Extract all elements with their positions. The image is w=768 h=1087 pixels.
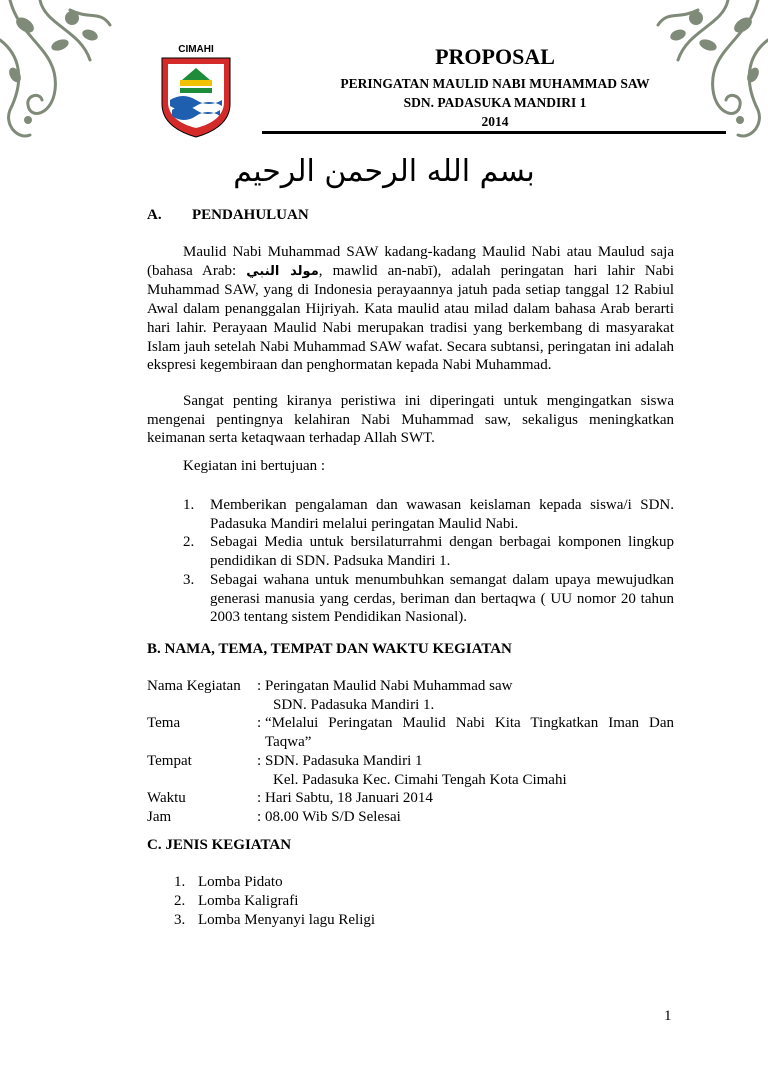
list-text: Sebagai wahana untuk menumbuhkan semangat dalam upaya mewujudkan generasi manusia yang cerdas, beriman dan bertaqwa ( UU nomor 20 tahun 2003 tentang sistem Pendidikan Nasional).	[210, 571, 674, 626]
list-item	[183, 571, 674, 627]
info-value-line: Peringatan Maulid Nabi Muhammad saw	[265, 678, 513, 694]
list-text: Lomba Menyanyi lagu Religi	[198, 912, 376, 928]
goals-intro: Kegiatan ini bertujuan :	[183, 458, 326, 474]
cimahi-logo	[158, 42, 234, 138]
list-item	[174, 911, 375, 930]
list-number: 2.	[174, 893, 186, 909]
info-colon: :	[257, 790, 262, 807]
info-value-cont: SDN. Padasuka Mandiri 1.	[273, 696, 435, 713]
list-number: 2.	[183, 534, 195, 551]
info-colon: :	[257, 678, 262, 694]
page-number: 1	[664, 1008, 672, 1024]
list-text: Lomba Kaligrafi	[198, 893, 299, 909]
activities-list	[174, 873, 375, 930]
list-number: 1.	[183, 497, 195, 513]
header-year: 2014	[481, 114, 509, 129]
info-row-time	[147, 808, 674, 827]
section-c-title: C. JENIS KEGIATAN	[147, 837, 292, 853]
list-number: 3.	[183, 571, 195, 588]
info-colon: :	[257, 808, 262, 825]
intro-paragraph-2	[147, 392, 674, 448]
info-colon: :	[257, 715, 262, 732]
header-subtitle-1: PERINGATAN MAULID NABI MUHAMMAD SAW	[340, 76, 650, 91]
header-subtitle-2: SDN. PADASUKA MANDIRI 1	[403, 95, 587, 110]
section-b-title: B. NAMA, TEMA, TEMPAT DAN WAKTU KEGIATAN	[147, 641, 512, 657]
p1-text-a: Maulid Nabi Muhammad SAW kadang-kadang Maulid Nabi atau Maulud saja (bahasa Arab:	[147, 244, 674, 279]
info-value-cont: Kel. Padasuka Kec. Cimahi Tengah Kota Cimahi	[273, 771, 567, 788]
list-item	[183, 496, 674, 533]
info-row-date	[147, 789, 674, 808]
info-value: Hari Sabtu, 18 Januari 2014	[265, 790, 433, 807]
info-value	[265, 677, 674, 714]
basmalah: بسم الله الرحمن الرحيم	[233, 154, 535, 189]
list-text: Memberikan pengalaman dan wawasan keislaman kepada siswa/i SDN. Padasuka Mandiri melalui peringatan Maulid Nabi.	[210, 497, 674, 532]
list-text: Lomba Pidato	[198, 874, 283, 890]
info-label: Tema	[147, 715, 181, 732]
list-text: Sebagai Media untuk bersilaturrahmi dengan berbagai komponen lingkup pendidikan di SDN. Padsuka Mandiri 1.	[210, 534, 674, 570]
list-number: 1.	[174, 874, 186, 890]
info-value: 08.00 Wib S/D Selesai	[265, 808, 401, 825]
list-item	[174, 892, 375, 911]
list-item	[183, 533, 674, 570]
logo-text: CIMAHI	[178, 44, 214, 55]
header-rule	[262, 131, 726, 134]
info-colon: :	[257, 752, 262, 769]
section-a-number: A.	[147, 207, 162, 223]
info-label: Nama Kegiatan	[147, 678, 241, 694]
intro-paragraph-1	[147, 243, 674, 375]
info-label: Jam	[147, 808, 172, 825]
floral-ornament-left	[0, 0, 130, 150]
info-row-name	[147, 677, 674, 714]
info-label: Tempat	[147, 752, 192, 769]
list-number: 3.	[174, 912, 186, 928]
document-title: PROPOSAL	[435, 44, 555, 69]
info-value	[265, 752, 674, 789]
list-item	[174, 873, 375, 892]
info-value-line: SDN. Padasuka Mandiri 1	[265, 752, 423, 769]
p1-text-b: , mawlid an-nabī), adalah peringatan hari lahir Nabi Muhammad SAW, yang di Indonesia perayaannya jatuh pada setiap tanggal 12 Rabiul Awal dalam penanggalan Hijriyah. Kata maulid atau milad dalam bahasa Arab berarti hari lahir. Perayaan Maulid Nabi merupakan tradisi yang berkembang di masyarakat Islam jauh setelah Nabi Muhammad SAW wafat. Secara subtansi, peringatan ini adalah ekspresi kegembiraan dan penghormatan kepada Nabi Muhammad.	[147, 262, 674, 374]
event-info	[147, 677, 674, 827]
info-row-theme	[147, 714, 674, 751]
section-a-title: PENDAHULUAN	[192, 207, 309, 223]
p1-arabic: مولد النبي	[246, 263, 319, 279]
goals-list	[183, 496, 674, 627]
info-label: Waktu	[147, 790, 186, 807]
p2-text: Sangat penting kiranya peristiwa ini diperingati untuk mengingatkan siswa mengenai pentingnya kelahiran Nabi Muhammad saw, sekaligus meningkatkan keimanan serta ketaqwaan terhadap Allah SWT.	[147, 393, 674, 447]
info-value: “Melalui Peringatan Maulid Nabi Kita Tingkatkan Iman Dan Taqwa”	[265, 715, 674, 751]
info-row-place	[147, 752, 674, 789]
